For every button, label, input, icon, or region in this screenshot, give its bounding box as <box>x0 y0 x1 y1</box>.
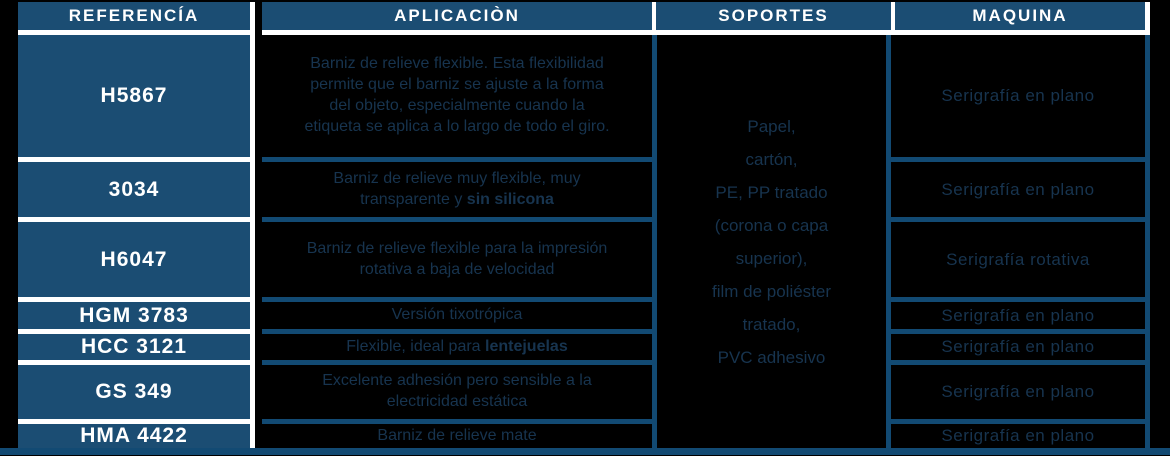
maquina-cell-3034 <box>891 162 1150 222</box>
soportes-line: Papel, <box>747 116 796 136</box>
app-text: Barniz de relieve flexible. Esta flexibilidad permite que el barniz se ajuste a la forma del objeto, especialmente cuando la etiqueta se aplica a lo largo de todo el giro. <box>304 55 610 135</box>
maquina-cell-hgm3783 <box>891 302 1150 334</box>
maquina-label: Serigrafía en plano <box>941 86 1095 105</box>
soportes-line: cartón, <box>745 149 798 169</box>
maquina-label: Serigrafía en plano <box>941 382 1095 401</box>
ref-label: 3034 <box>108 177 160 201</box>
soportes-merged-cell <box>652 35 891 448</box>
ref-label: H5867 <box>100 84 168 107</box>
ref-cell-hgm3783 <box>18 302 255 334</box>
ref-label: HGM 3783 <box>79 303 189 327</box>
app-text: Flexible, ideal para lentejuelas <box>346 337 568 355</box>
ref-cell-h5867 <box>18 35 255 162</box>
app-cell-gs349 <box>262 365 652 424</box>
ref-label: HMA 4422 <box>80 424 188 447</box>
soportes-line: tratado, <box>742 314 801 334</box>
app-text: Versión tixotrópica <box>391 306 523 324</box>
ref-cell-3034 <box>18 162 255 222</box>
soportes-line: PE, PP tratado <box>715 182 828 202</box>
maquina-label: Serigrafía en plano <box>941 337 1095 356</box>
header-aplicacion <box>262 2 652 35</box>
app-text: Barniz de relieve flexible para la impresión rotativa a baja de velocidad <box>306 239 608 278</box>
app-cell-hgm3783 <box>262 302 652 334</box>
table-bottom-rule <box>0 448 1170 455</box>
soportes-line: (corona o capa <box>714 215 829 235</box>
app-text: Barniz de relieve mate <box>377 426 537 444</box>
header-maquina-label: MAQUINA <box>972 6 1068 25</box>
header-soportes <box>652 2 891 35</box>
app-cell-3034 <box>262 162 652 222</box>
maquina-cell-h6047 <box>891 222 1150 302</box>
header-referencia-label: REFERENCÍA <box>68 6 200 25</box>
header-aplicacion-label: APLICACIÒN <box>394 6 520 25</box>
app-cell-hma4422 <box>262 424 652 448</box>
maquina-cell-gs349 <box>891 365 1150 424</box>
maquina-cell-h5867 <box>891 35 1150 162</box>
ref-cell-h6047 <box>18 222 255 302</box>
ref-cell-hcc3121 <box>18 334 255 365</box>
soportes-line: superior), <box>735 248 808 268</box>
header-soportes-label: SOPORTES <box>718 6 829 25</box>
maquina-cell-hcc3121 <box>891 334 1150 365</box>
maquina-label: Serigrafía en plano <box>941 179 1095 199</box>
soportes-line: PVC adhesivo <box>717 347 826 367</box>
ref-label: H6047 <box>100 247 168 271</box>
ref-cell-hma4422 <box>18 424 255 448</box>
soportes-line: film de poliéster <box>711 281 832 301</box>
app-cell-h5867 <box>262 35 652 162</box>
app-cell-h6047 <box>262 222 652 302</box>
app-cell-hcc3121 <box>262 334 652 365</box>
maquina-label: Serigrafía en plano <box>941 426 1095 445</box>
ref-label: HCC 3121 <box>80 335 188 358</box>
ref-cell-gs349 <box>18 365 255 424</box>
maquina-cell-hma4422 <box>891 424 1150 448</box>
maquina-label: Serigrafía rotativa <box>946 249 1090 269</box>
header-maquina <box>891 2 1150 35</box>
app-text: Barniz de relieve muy flexible, muy transparente y sin silicona <box>333 169 581 208</box>
header-referencia <box>18 2 255 35</box>
ref-label: GS 349 <box>95 380 173 403</box>
app-text: Excelente adhesión pero sensible a la electricidad estática <box>322 372 592 410</box>
maquina-label: Serigrafía en plano <box>941 305 1095 325</box>
